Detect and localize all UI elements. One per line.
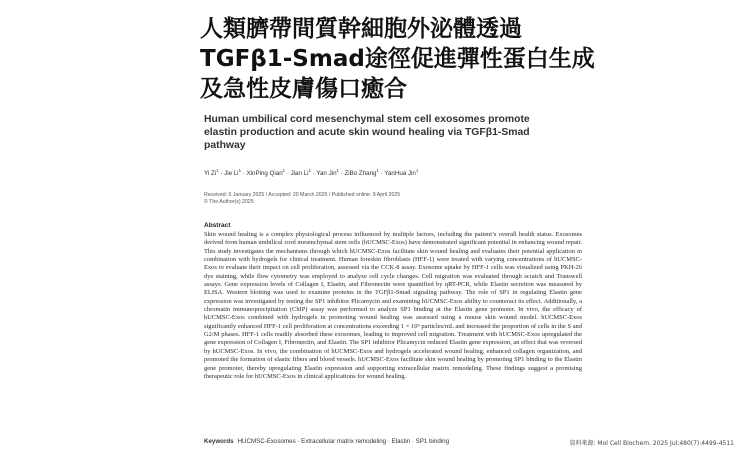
keywords-label: Keywords	[204, 438, 234, 445]
abstract-heading: Abstract	[204, 222, 231, 229]
chinese-title-line: 及急性皮膚傷口癒合	[200, 76, 407, 102]
english-title-line: pathway	[204, 140, 246, 151]
author-name: XinPing Qian	[246, 170, 283, 178]
keywords-list: HUCMSC-Exosomes · Extracellular matrix remodeling · Elastin · SP1 binding	[237, 438, 450, 445]
author-affiliation: 1	[415, 168, 419, 173]
source-citation: 資料來源: Mol Cell Biochem. 2025 Jul;480(7):4499-4511	[569, 440, 734, 447]
copyright-notice: © The Author(s) 2025	[204, 199, 254, 205]
chinese-title	[200, 14, 620, 104]
author-affiliation: 1	[376, 168, 379, 173]
author-name: Jie Li	[224, 170, 239, 178]
history-dates: Received: 6 January 2025 / Accepted: 20 March 2025 / Published online: 9 April 2025	[204, 192, 401, 198]
author-name: ZiBo Zhang	[344, 170, 377, 178]
chinese-title-line: 人類臍帶間質幹細胞外泌體透過	[200, 16, 522, 42]
keywords-line	[204, 438, 449, 445]
chinese-title-line: TGFβ1-Smad途徑促進彈性蛋白生成	[200, 46, 595, 72]
author-affiliation: 1	[282, 168, 286, 173]
author-affiliation: 1	[336, 168, 339, 173]
author-affiliation: 1	[238, 168, 242, 173]
publication-dates	[204, 192, 400, 206]
author-name: Yi Zi	[204, 170, 217, 178]
english-title-line: elastin production and acute skin wound healing via TGFβ1-Smad	[204, 127, 530, 138]
author-name: Yan Jin	[316, 170, 337, 178]
english-title-line: Human umbilical cord mesenchymal stem cell exosomes promote	[204, 114, 530, 125]
english-title	[204, 113, 564, 152]
author-affiliation: 1	[216, 168, 219, 173]
author-name: YanHua Jin	[384, 170, 416, 178]
author-affiliation: 1	[308, 168, 311, 173]
author-list: Yi $Zi^1$ · Jie $Li^1$ · XinPing Qian$^1$ · Jian $Li^1$ · Yan Jin$^1$ · ZiBo Zhang$^1$ · YanHua Jin$^1$	[204, 168, 419, 178]
author-name: Jian Li	[290, 170, 309, 178]
abstract-text: Skin wound healing is a complex physiological process influenced by multiple factors, including the patient’s overall health status. Exosomes derived from human umbilical cord mesenchymal stem cells (hUCMSC-Exos) have demonstrated significant potential in enhancing wound repair. This study investigates the mechanisms through which hUCMSC-Exos facilitate skin wound healing and evaluates their potential application in combination with hydrogels for clinical treatment. Human foreskin fibroblasts (HFF-1) were treated with varying concentrations of hUCMSC-Exos to evaluate their impact on cell proliferation, assessed via the CCK-8 assay. Exosome uptake by HFF-1 cells was visualized using PKH-26 dye staining, while flow cytometry was employed to analyze cell cycle changes. Cell migration was evaluated through scratch and Transwell assays. Gene expression levels of Collagen I, Elastin, and Fibronectin were quantified by qRT-PCR, while Elastin secretion was measured by ELISA. Western blotting was used to examine proteins in the TGFβ1-Smad signaling pathway. The role of SP1 in regulating Elastin gene expression was investigated by testing the SP1 inhibitor Plicamycin and examining hUCMSC-Exos ability to counteract its effect. Additionally, a chromatin immunoprecipitation (ChIP) assay was performed to analyze SP1 binding at the Elastin gene promoter. In vivo, the efficacy of hUCMSC-Exos combined with hydrogels in promoting wound healing was assessed using a mouse skin wound model. hUCMSC-Exos significantly enhanced HFF-1 cell proliferation at concentrations exceeding 1 × 10⁹ particles/mL and increased the proportion of cells in the S and G2/M phases. HFF-1 cells readily absorbed these exosomes, leading to improved cell migration. Treatment with hUCMSC-Exos upregulated the gene expression of Collagen I, Fibronectin, and Elastin. The SP1 inhibitor Plicamycin reduced Elastin gene expression, an effect that was reversed by hUCMSC-Exos. In vivo, the combination of hUCMSC-Exos and hydrogels accelerated wound healing, enhanced collagen organization, and promoted the formation of elastic fibers and blood vessels. hUCMSC-Exos facilitate skin wound healing by promoting SP1 binding to the Elastin gene promoter, thereby upregulating Elastin expression and supporting extracellular matrix remodeling. These findings suggest a promising therapeutic role for hUCMSC-Exos in clinical applications for wound healing.	[204, 231, 582, 380]
